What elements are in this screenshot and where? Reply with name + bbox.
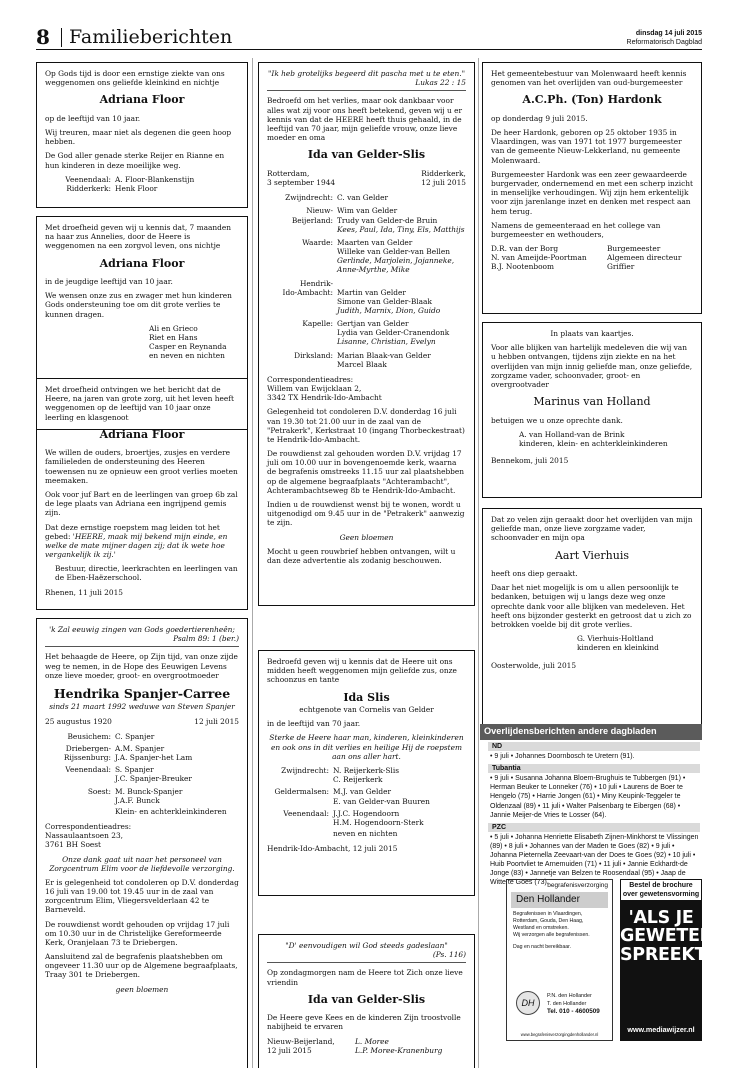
notice-title: In plaats van kaartjes. (550, 329, 634, 338)
correspondence-address: Correspondentieadres: Willem van Ewijcklaan 2, 3342 TX Hendrik-Ido-Ambacht (267, 374, 382, 403)
deceased-name: Adriana Floor (99, 256, 185, 270)
notice-text: De rouwdienst wordt gehouden op vrijdag 17 juli om 10.30 uur in de Christelijke Gereformeerde Kerk, Oranjelaan 73 te Driebergen. (45, 919, 230, 947)
notice-text: Daar het niet mogelijk is om u allen persoonlijk te bedanken, betuigen wij u langs deze weg onze oprechte dank voor alle blijken van medeleven. Het heeft ons bijzonder gesterkt en getroost dat u zich zo betrokken voelde bij dit grote verlies. (491, 583, 692, 629)
signature-line: Ridderkerk: Henk Floor (66, 184, 158, 193)
notice-date: op donderdag 9 juli 2015. (491, 113, 588, 123)
life-dates: Rotterdam, 3 september 1944 Ridderkerk, 12 juli 2015 (267, 168, 466, 187)
notice-adriana-school (36, 378, 248, 610)
family-list (267, 193, 466, 369)
notice-hardonk (482, 62, 702, 314)
notice-text: Burgemeester Hardonk was een zeer gewaardeerde burgervader, ondernemend en met een scherp inzicht in menselijke verhoudingen. Wij zijn hem erkentelijk voor zijn jarenlange inzet en denken met respect aan hem terug. (491, 169, 693, 216)
notice-footer: Rhenen, 11 juli 2015 (45, 587, 123, 597)
notice-van-gelder-slis-friend (258, 934, 475, 1068)
page-header (36, 25, 702, 50)
correspondence-address: Correspondentieadres: Nassaulaantsoen 23, 3761 BH Soest (45, 822, 132, 850)
notice-intro: Met droefheid geven wij u kennis dat, 7 maanden na haar zus Annelies, door de Heere is weggenomen na een zorgvol leven, ons nichtje (45, 223, 232, 251)
notice-adriana-family (36, 62, 248, 208)
notice-intro: Het behaagde de Heere, op Zijn tijd, van onze zijde weg te nemen, in de Hope des Eeuwigen Levens onze lieve moeder, groot- en overgrootmoeder (45, 652, 238, 680)
deceased-subtitle: echtgenote van Cornelis van Gelder (299, 705, 434, 715)
ad-headline: Bestel de brochure over gewetensvorming (620, 879, 702, 901)
ad-den-hollander[interactable] (506, 879, 613, 1041)
flowers-note: Geen bloemen (339, 532, 394, 542)
notice-intro: Voor alle blijken van hartelijk medeleven die wij van u hebben ontvangen, tijdens zijn ziekte en na het overlijden van mijn innig geliefde man, onze geliefde, zorgzame vader, schoonvader, groot- en overgrootvader (491, 343, 693, 389)
family-group: Soest: M. Bunck-Spanjer J.A.F. Bunck Klein- en achterkleinkinderen (87, 786, 227, 816)
notice-text: Dat deze ernstige roepstem mag leiden tot het gebed: 'HEERE, maak mij bekend mijn einde, en welke de mate mijner dagen zij; dat ik wete hoe vergankelijk ik zij.' (45, 522, 228, 560)
deceased-subtitle: sinds 21 maart 1992 weduwe van Steven Spanjer (49, 702, 235, 712)
notice-text: Aansluitend zal de begrafenis plaatshebben om ongeveer 11.30 uur op de Algemene begraafplaats, Traay 301 te Driebergen. (45, 952, 238, 980)
other-papers-deaths (480, 724, 702, 888)
notice-text: Mocht u geen rouwbrief hebben ontvangen, wilt u dan deze advertentie als zodanig beschouwen. (267, 546, 456, 565)
notice-footer: Hendrik-Ido-Ambacht, 12 juli 2015 (267, 844, 398, 854)
notice-intro: Bedroefd om het verlies, maar ook dankbaar voor alles wat zij voor ons heeft betekend, geven wij u er kennis van dat de HEERE heeft thuis gehaald, in de leeftijd van 70 jaar, mijn geliefde vrouw, onze lieve moeder en oma (267, 96, 463, 143)
notice-footer: Oosterwolde, juli 2015 (491, 660, 577, 670)
ad-slogan: 'ALS JE GEWETEN SPREEKT...' (620, 908, 728, 965)
bible-verse: "D' eenvoudigen wil God steeds gadeslaan" (Ps. 116) (267, 941, 466, 963)
column-2 (258, 58, 475, 1068)
family-group: Zwijndrecht: N. Reijerkerk-Slis C. Reijerkerk (281, 766, 400, 785)
ad-url[interactable]: www.begrafenisverzorgingdenhollander.nl (520, 1031, 599, 1037)
paper-label: ND (488, 742, 700, 751)
deceased-name: Hendrika Spanjer-Carree (53, 685, 231, 701)
notice-intro: Op zondagmorgen nam de Heere tot Zich onze lieve vriendin (267, 968, 463, 987)
notice-text: Ook voor juf Bart en de leerlingen van groep 6b zal de lege plaats van Adriana een ingrijpend gemis zijn. (45, 490, 238, 518)
ad-mediawijzer[interactable] (620, 879, 728, 1041)
signer-row: N. van Ameijde-Poortman Algemeen directeur (491, 253, 682, 263)
notice-text: Namens de gemeenteraad en het college van burgemeester en wethouders, (491, 220, 661, 239)
deaths-title: Overlijdensberichten andere dagbladen (480, 724, 702, 740)
notice-text: We wensen onze zus en zwager met hun kinderen Gods ondersteuning toe om dit grote verlies te kunnen dragen. (45, 291, 232, 319)
section-title: Familieberichten (69, 26, 233, 48)
company-logo-icon: DH (516, 991, 540, 1015)
thanks-text: Onze dank gaat uit naar het personeel van Zorgcentrum Elim voor de liefdevolle verzorging. (49, 854, 235, 873)
column-1 (36, 58, 248, 1068)
signature-block: A. van Holland-van de Brink kinderen, klein- en achterkleinkinderen (519, 429, 668, 448)
notice-intro: Dat zo velen zijn geraakt door het overlijden van mijn geliefde man, onze lieve zorgzame vader, schoonvader en mijn opa (491, 515, 693, 543)
deceased-name: Aart Vierhuis (554, 548, 630, 562)
notice-intro: Bedroefd geven wij u kennis dat de Heere uit ons midden heeft weggenomen mijn geliefde zus, onze schoonzus en tante (267, 657, 457, 685)
notice-text: De God aller genade sterke Reijer en Rianne en hun kinderen in deze moeilijke weg. (45, 151, 225, 170)
notice-intro: Het gemeentebestuur van Molenwaard heeft kennis genomen van het overlijden van oud-burgemeester (491, 69, 687, 88)
paper-label: PZC (488, 823, 700, 832)
family-group: Kapelle: Gertjan van Gelder Lydia van Gelder-Cranendonk Lisanne, Christian, Evelyn (302, 319, 450, 347)
bible-verse: 'k Zal eeuwig zingen van Gods goedertierenheên; Psalm 89: 1 (ber.) (45, 625, 239, 647)
flowers-note: geen bloemen (115, 984, 169, 994)
ad-tagline: begrafenisverzorging (547, 882, 608, 889)
header-divider (61, 28, 62, 47)
column-divider (478, 58, 479, 1068)
notice-van-holland (482, 322, 702, 498)
notice-intro: Met droefheid ontvingen we het bericht dat de Heere, na jaren van grote zorg, uit het leven heeft weggenomen op de leeftijd van 10 jaar onze leerling en klasgenoot (45, 385, 234, 422)
notice-text: We willen de ouders, broertjes, zusjes en verdere familieleden de ondersteuning des Heeren toewensen nu ze opnieuw een groot verlies moeten meemaken. (45, 448, 238, 485)
paper-label: Tubantia (488, 764, 700, 773)
notice-intro: Op Gods tijd is door een ernstige ziekte van ons weggenomen ons geliefde kleinkind en nichtje (45, 69, 225, 88)
notice-text: De Heere geve Kees en de kinderen Zijn troostvolle nabijheid te ervaren (267, 1013, 461, 1032)
ad-phone: Tel. 010 - 4600509 (547, 1008, 600, 1016)
life-dates: 25 augustus 1920 12 juli 2015 (45, 716, 239, 726)
notice-text: De rouwdienst zal gehouden worden D.V. vrijdag 17 juli om 10.00 uur in bovengenoemde kerk, waarna de begrafenis omstreeks 11.15 uur zal plaatshebben op de algemene begraafplaats "Achterambacht", Achterambachtseweg 8b te Hendrik-Ido-Ambacht. (267, 449, 465, 495)
notice-signature: Bestuur, directie, leerkrachten en leerlingen van de Eben-Haëzerschool. (55, 564, 238, 583)
notice-text: Indien u de rouwdienst wenst bij te wonen, wordt u uitgenodigd om 9.45 uur in de "Petrakerk" aanwezig te zijn. (267, 499, 465, 528)
ad-company: Den Hollander (511, 892, 608, 908)
notice-text: Wij treuren, maar niet als degenen die geen hoop hebben. (45, 128, 232, 147)
signature-line: Veenendaal: A. Floor-Blankenstijn (65, 174, 195, 184)
notice-van-gelder-slis (258, 62, 475, 606)
ad-url[interactable]: www.mediawijzer.nl (627, 1025, 695, 1035)
notice-age: in de leeftijd van 70 jaar. (267, 719, 361, 729)
bible-verse: "Ik heb grotelijks begeerd dit pascha met u te eten." Lukas 22 : 15 (267, 69, 466, 91)
deaths-list: • 9 juli • Johannes Doornbosch te Uretern (91). (490, 753, 635, 761)
notice-text: Gelegenheid tot condoleren D.V. donderdag 16 juli van 19.30 tot 21.00 uur in de zaal van de "Petrakerk", Kerkstraat 10 (ingang Thorbeckestraat) te Hendrik-Ido-Ambacht. (267, 407, 465, 444)
signature-block: Nieuw-Beijerland, 12 juli 2015 L. Moree L.P. Moree-Kranenburg (267, 1036, 443, 1055)
notice-footer: Bennekom, juli 2015 (491, 456, 569, 466)
notice-spanjer-carree (36, 618, 248, 1068)
signature-block: Ali en Grieco Riet en Hans Casper en Reynanda en neven en nichten (149, 323, 227, 361)
deceased-name: Ida van Gelder-Slis (307, 148, 426, 162)
family-group: Nieuw-Beijerland: Wim van Gelder Trudy van Gelder-de Bruin Kees, Paul, Ida, Tiny, Els, Matthijs (291, 206, 465, 234)
family-group: Dirksland: Marian Blaak-van Gelder Marcel Blaak (294, 350, 431, 369)
signer-row: D.R. van der Borg Burgemeester (491, 244, 661, 254)
deceased-name: Marinus van Holland (533, 395, 651, 409)
notice-age: op de leeftijd van 10 jaar. (45, 113, 141, 123)
notice-ida-slis (258, 650, 475, 896)
paper-name: Reformatorisch Dagblad (626, 39, 702, 46)
notice-text: Er is gelegenheid tot condoleren op D.V. donderdag 16 juli van 19.00 tot 19.45 uur in de zaal van zorgcentrum Elim, Vliegersvelderlaan 42 te Barneveld. (45, 877, 239, 915)
family-group: Geldermalsen: M.J. van Gelder E. van Gelder-van Buuren (274, 787, 430, 806)
ad-contact: P.N. den Hollander T. den Hollander Tel. 010 - 4600509 (547, 993, 600, 1016)
deaths-list: • 5 juli • Johanna Henriette Elisabeth Zijnen-Minkhorst te Vlissingen (89) • 8 juli • Johannes van der Maden te Goes (82) • 9 juli • Johanna Pieternella Zeevaart-van der Does te Goes (92) • 10 juli • Huib Poortvliet te Arnemuiden (71) • 11 juli • Jannie Eckhardt-de Jonge (83) • Jannetje van Belzen te Roosendaal (95) • Jaap de Witte te Goes (73). (490, 833, 699, 887)
family-group: Veenendaal: J.J.C. Hogendoorn H.M. Hogendoorn-Sterk neven en nichten (283, 808, 424, 839)
signer-row: B.J. Nootenboom Griffier (491, 262, 635, 272)
notice-verse: Sterke de Heere haar man, kinderen, kleinkinderen en ook ons in dit verlies en heilige Hij de roepstem aan ons aller hart. (269, 733, 464, 761)
signature-block: G. Vierhuis-Holtland kinderen en kleinkind (577, 634, 659, 653)
deceased-name: Adriana Floor (99, 93, 185, 107)
notice-text: heeft ons diep geraakt. (491, 569, 578, 579)
deceased-name: A.C.Ph. (Ton) Hardonk (522, 93, 662, 107)
family-group: Waarde: Maarten van Gelder Willeke van Gelder-van Bellen Gerlinde, Marjolein, Jojanneke, Anne-Myrthe, Mike (302, 237, 455, 275)
family-group: Beusichem: C. Spanjer (67, 731, 155, 741)
family-group: Driebergen- Rijssenburg: A.M. Spanjer J.A. Spanjer-het Lam (63, 743, 193, 763)
page-number: 8 (36, 25, 50, 49)
family-group: Zwijndrecht: C. van Gelder (285, 193, 389, 203)
notice-text: De heer Hardonk, geboren op 25 oktober 1935 in Vlaardingen, was van 1971 tot 1977 burgemeester van de gemeente Nieuw-Lekkerland, nu gemeente Molenwaard. (491, 128, 682, 165)
column-divider (252, 58, 253, 1068)
deaths-list: • 9 juli • Susanna Johanna Bloem-Brughuis te Tubbergen (91) • Herman Beuker te Lonneker (76) • 10 juli • Laurens de Boer te Hengelo (75) • Harrie Jongen (61) • Miny Keupink-Teggeler te Oldenzaal (89) • 11 juli • Walter Palsenbarg te Eibergen (68) • Jannie Meijer-de Vries te Losser (64). (490, 775, 686, 819)
deceased-name: Adriana Floor (99, 427, 185, 441)
deceased-name: Ida van Gelder-Slis (307, 992, 426, 1006)
issue-date: dinsdag 14 juli 2015 (635, 30, 702, 37)
ad-description: Begrafenissen in Vlaardingen, Rotterdam, Gouda, Den Haag, Westland en omstreken. Wij verzorgen alle begrafenissen. Dag en nacht bereikbaar. (513, 911, 590, 950)
notice-age: in de jeugdige leeftijd van 10 jaar. (45, 277, 173, 287)
family-group: Hendrik- Ido-Ambacht: Martin van Gelder Simone van Gelder-Blaak Judith, Marnix, Dion, Guido (282, 278, 441, 315)
header-meta (627, 29, 702, 47)
deceased-name: Ida Slis (343, 690, 390, 704)
notice-vierhuis (482, 508, 702, 730)
family-group: Veenendaal: S. Spanjer J.C. Spanjer-Breuker (65, 765, 192, 784)
notice-text: betuigen we u onze oprechte dank. (491, 415, 623, 425)
